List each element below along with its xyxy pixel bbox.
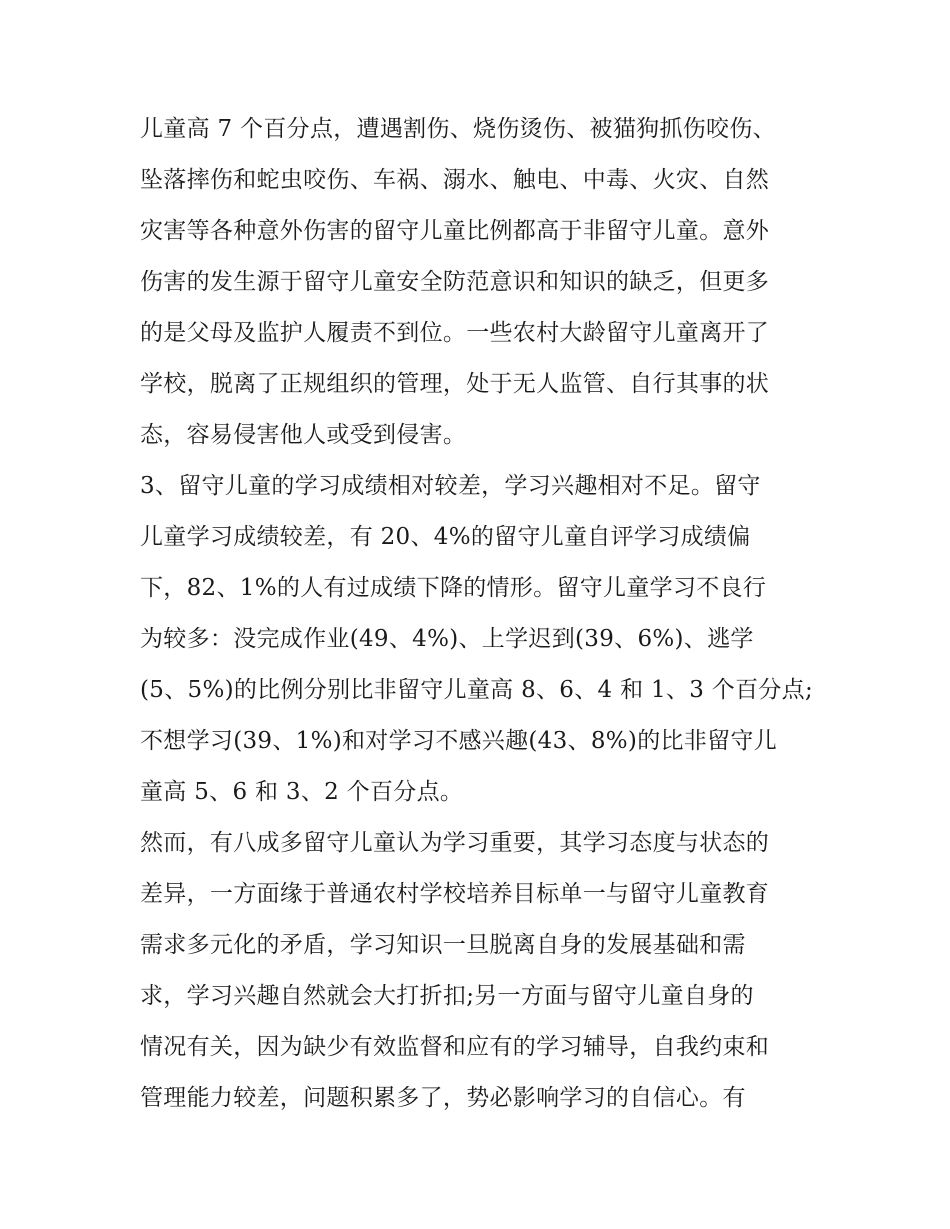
text-line: 童高 5、6 和 3、2 个百分点。 bbox=[140, 779, 464, 805]
text-line: 儿童学习成绩较差，有 20、4%的留守儿童自评学习成绩偏 bbox=[140, 524, 751, 550]
text-line: 灾害等各种意外伤害的留守儿童比例都高于非留守儿童。意外 bbox=[140, 218, 770, 244]
text-line: 管理能力较差，问题积累多了，势必影响学习的自信心。有 bbox=[140, 1085, 746, 1111]
text-line: 3、留守儿童的学习成绩相对较差，学习兴趣相对不足。留守 bbox=[140, 473, 761, 499]
text-line: 需求多元化的矛盾，学习知识一旦脱离自身的发展基础和需 bbox=[140, 932, 746, 958]
text-line: 学校，脱离了正规组织的管理，处于无人监管、自行其事的状 bbox=[140, 371, 770, 397]
body-text bbox=[140, 104, 820, 1124]
text-line: (5、5%)的比例分别比非留守儿童高 8、6、4 和 1、3 个百分点; bbox=[140, 677, 814, 703]
text-line: 求，学习兴趣自然就会大打折扣;另一方面与留守儿童自身的 bbox=[140, 983, 754, 1009]
text-line: 为较多：没完成作业(49、4%)、上学迟到(39、6%)、逃学 bbox=[140, 626, 754, 652]
text-line: 的是父母及监护人履责不到位。一些农村大龄留守儿童离开了 bbox=[140, 320, 770, 346]
text-line: 然而，有八成多留守儿童认为学习重要，其学习态度与状态的 bbox=[140, 830, 770, 856]
text-line: 伤害的发生源于留守儿童安全防范意识和知识的缺乏，但更多 bbox=[140, 269, 770, 295]
text-line: 下，82、1%的人有过成绩下降的情形。留守儿童学习不良行 bbox=[140, 575, 767, 601]
text-line: 坠落摔伤和蛇虫咬伤、车祸、溺水、触电、中毒、火灾、自然 bbox=[140, 167, 770, 193]
text-line: 态，容易侵害他人或受到侵害。 bbox=[140, 422, 467, 448]
text-line: 不想学习(39、1%)和对学习不感兴趣(43、8%)的比非留守儿 bbox=[140, 728, 778, 754]
text-line: 儿童高 7 个百分点，遭遇割伤、烧伤烫伤、被猫狗抓伤咬伤、 bbox=[140, 116, 776, 142]
text-line: 差异，一方面缘于普通农村学校培养目标单一与留守儿童教育 bbox=[140, 881, 770, 907]
text-line: 情况有关，因为缺少有效监督和应有的学习辅导，自我约束和 bbox=[140, 1034, 770, 1060]
